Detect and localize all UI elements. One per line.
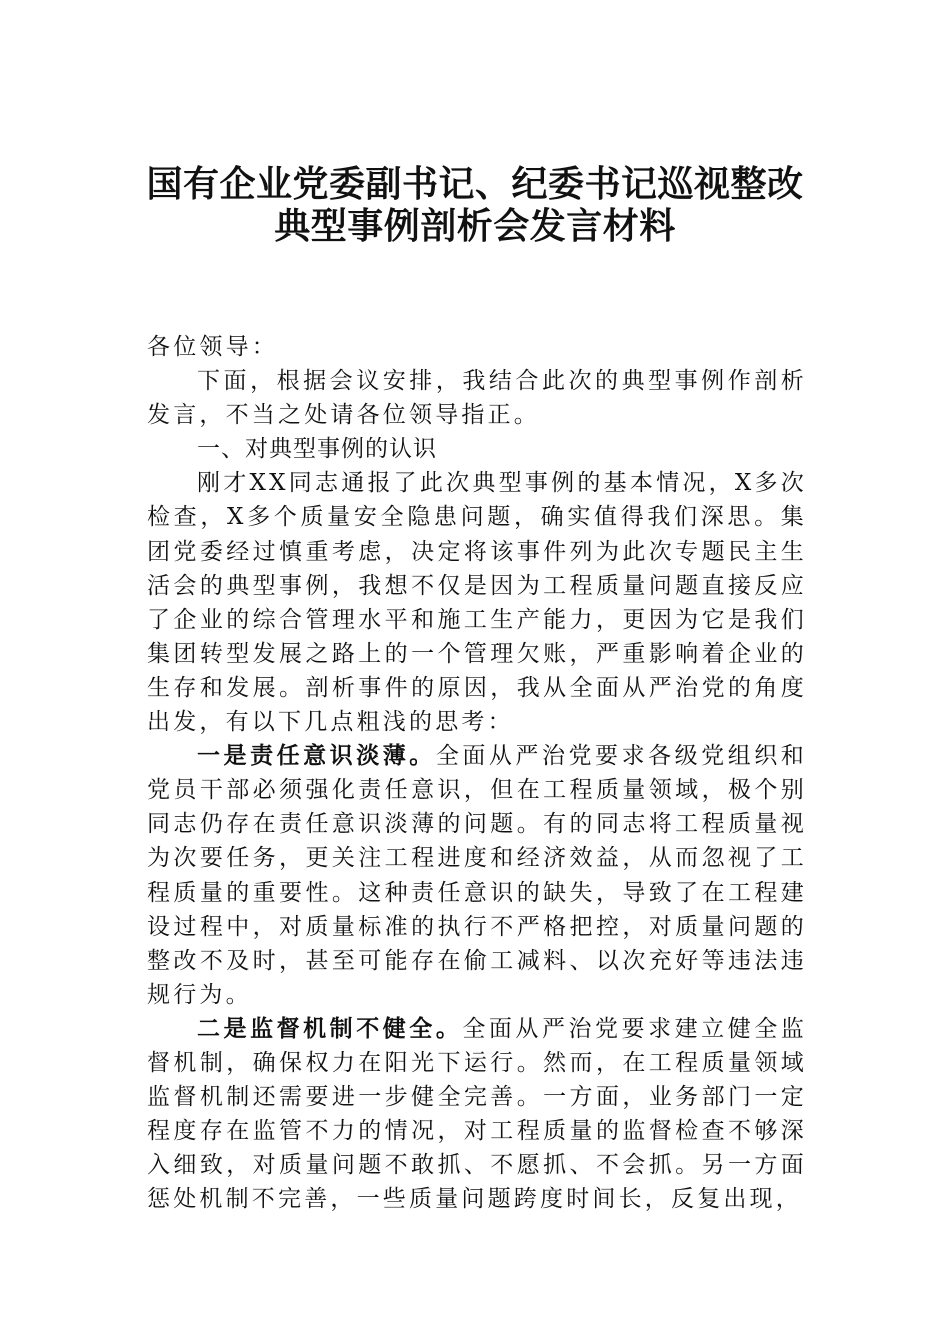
salutation: 各位领导：: [147, 334, 278, 360]
document-title-line-2: 典型事例剖析会发言材料: [274, 205, 676, 247]
intro-paragraph: 下面，根据会议安排，我结合此次的典型事例作剖析发言，不当之处请各位领导指正。: [147, 368, 807, 429]
point-1-text: 全面从严治党要求各级党组织和党员干部必须强化责任意识，但在工程质量领域，极个别同志仍存在责任意识淡薄的问题。有的同志将工程质量视为次要任务，更关注工程进度和经济效益，从而忽视了工程质量的重要性。这种责任意识的缺失，导致了在工程建设过程中，对质量标准的执行不严格把控，对质量问题的整改不及时，甚至可能存在偷工减料、以次充好等违法违规行为。: [147, 743, 807, 1008]
document-body: [147, 330, 807, 1216]
section-heading-1: 一、对典型事例的认识: [197, 436, 437, 463]
point-1-lead: 一是责任意识淡薄。: [197, 742, 436, 770]
point-1-paragraph: [147, 739, 807, 1012]
point-2-text: 全面从严治党要求建立健全监督机制，确保权力在阳光下运行。然而，在工程质量领域监督机制还需要进一步健全完善。一方面，业务部门一定程度存在监管不力的情况，对工程质量的监督检查不够深入细致，对质量问题不敢抓、不愿抓、不会抓。另一方面惩处机制不完善，一些质量问题跨度时间长，反复出现，: [147, 1015, 807, 1213]
point-2-paragraph: [147, 1012, 807, 1217]
point-2-lead: 二是监督机制不健全。: [197, 1014, 463, 1042]
document-title-line-1: 国有企业党委副书记、纪委书记巡视整改: [146, 163, 804, 205]
section-1-paragraph: 刚才XX同志通报了此次典型事例的基本情况，X多次检查，X多个质量安全隐患问题，确实值得我们深思。集团党委经过慎重考虑，决定将该事件列为此次专题民主生活会的典型事例，我想不仅是因为工程质量问题直接反应了企业的综合管理水平和施工生产能力，更因为它是我们集团转型发展之路上的一个管理欠账，严重影响着企业的生存和发展。剖析事件的原因，我从全面从严治党的角度出发，有以下几点粗浅的思考：: [147, 470, 807, 736]
